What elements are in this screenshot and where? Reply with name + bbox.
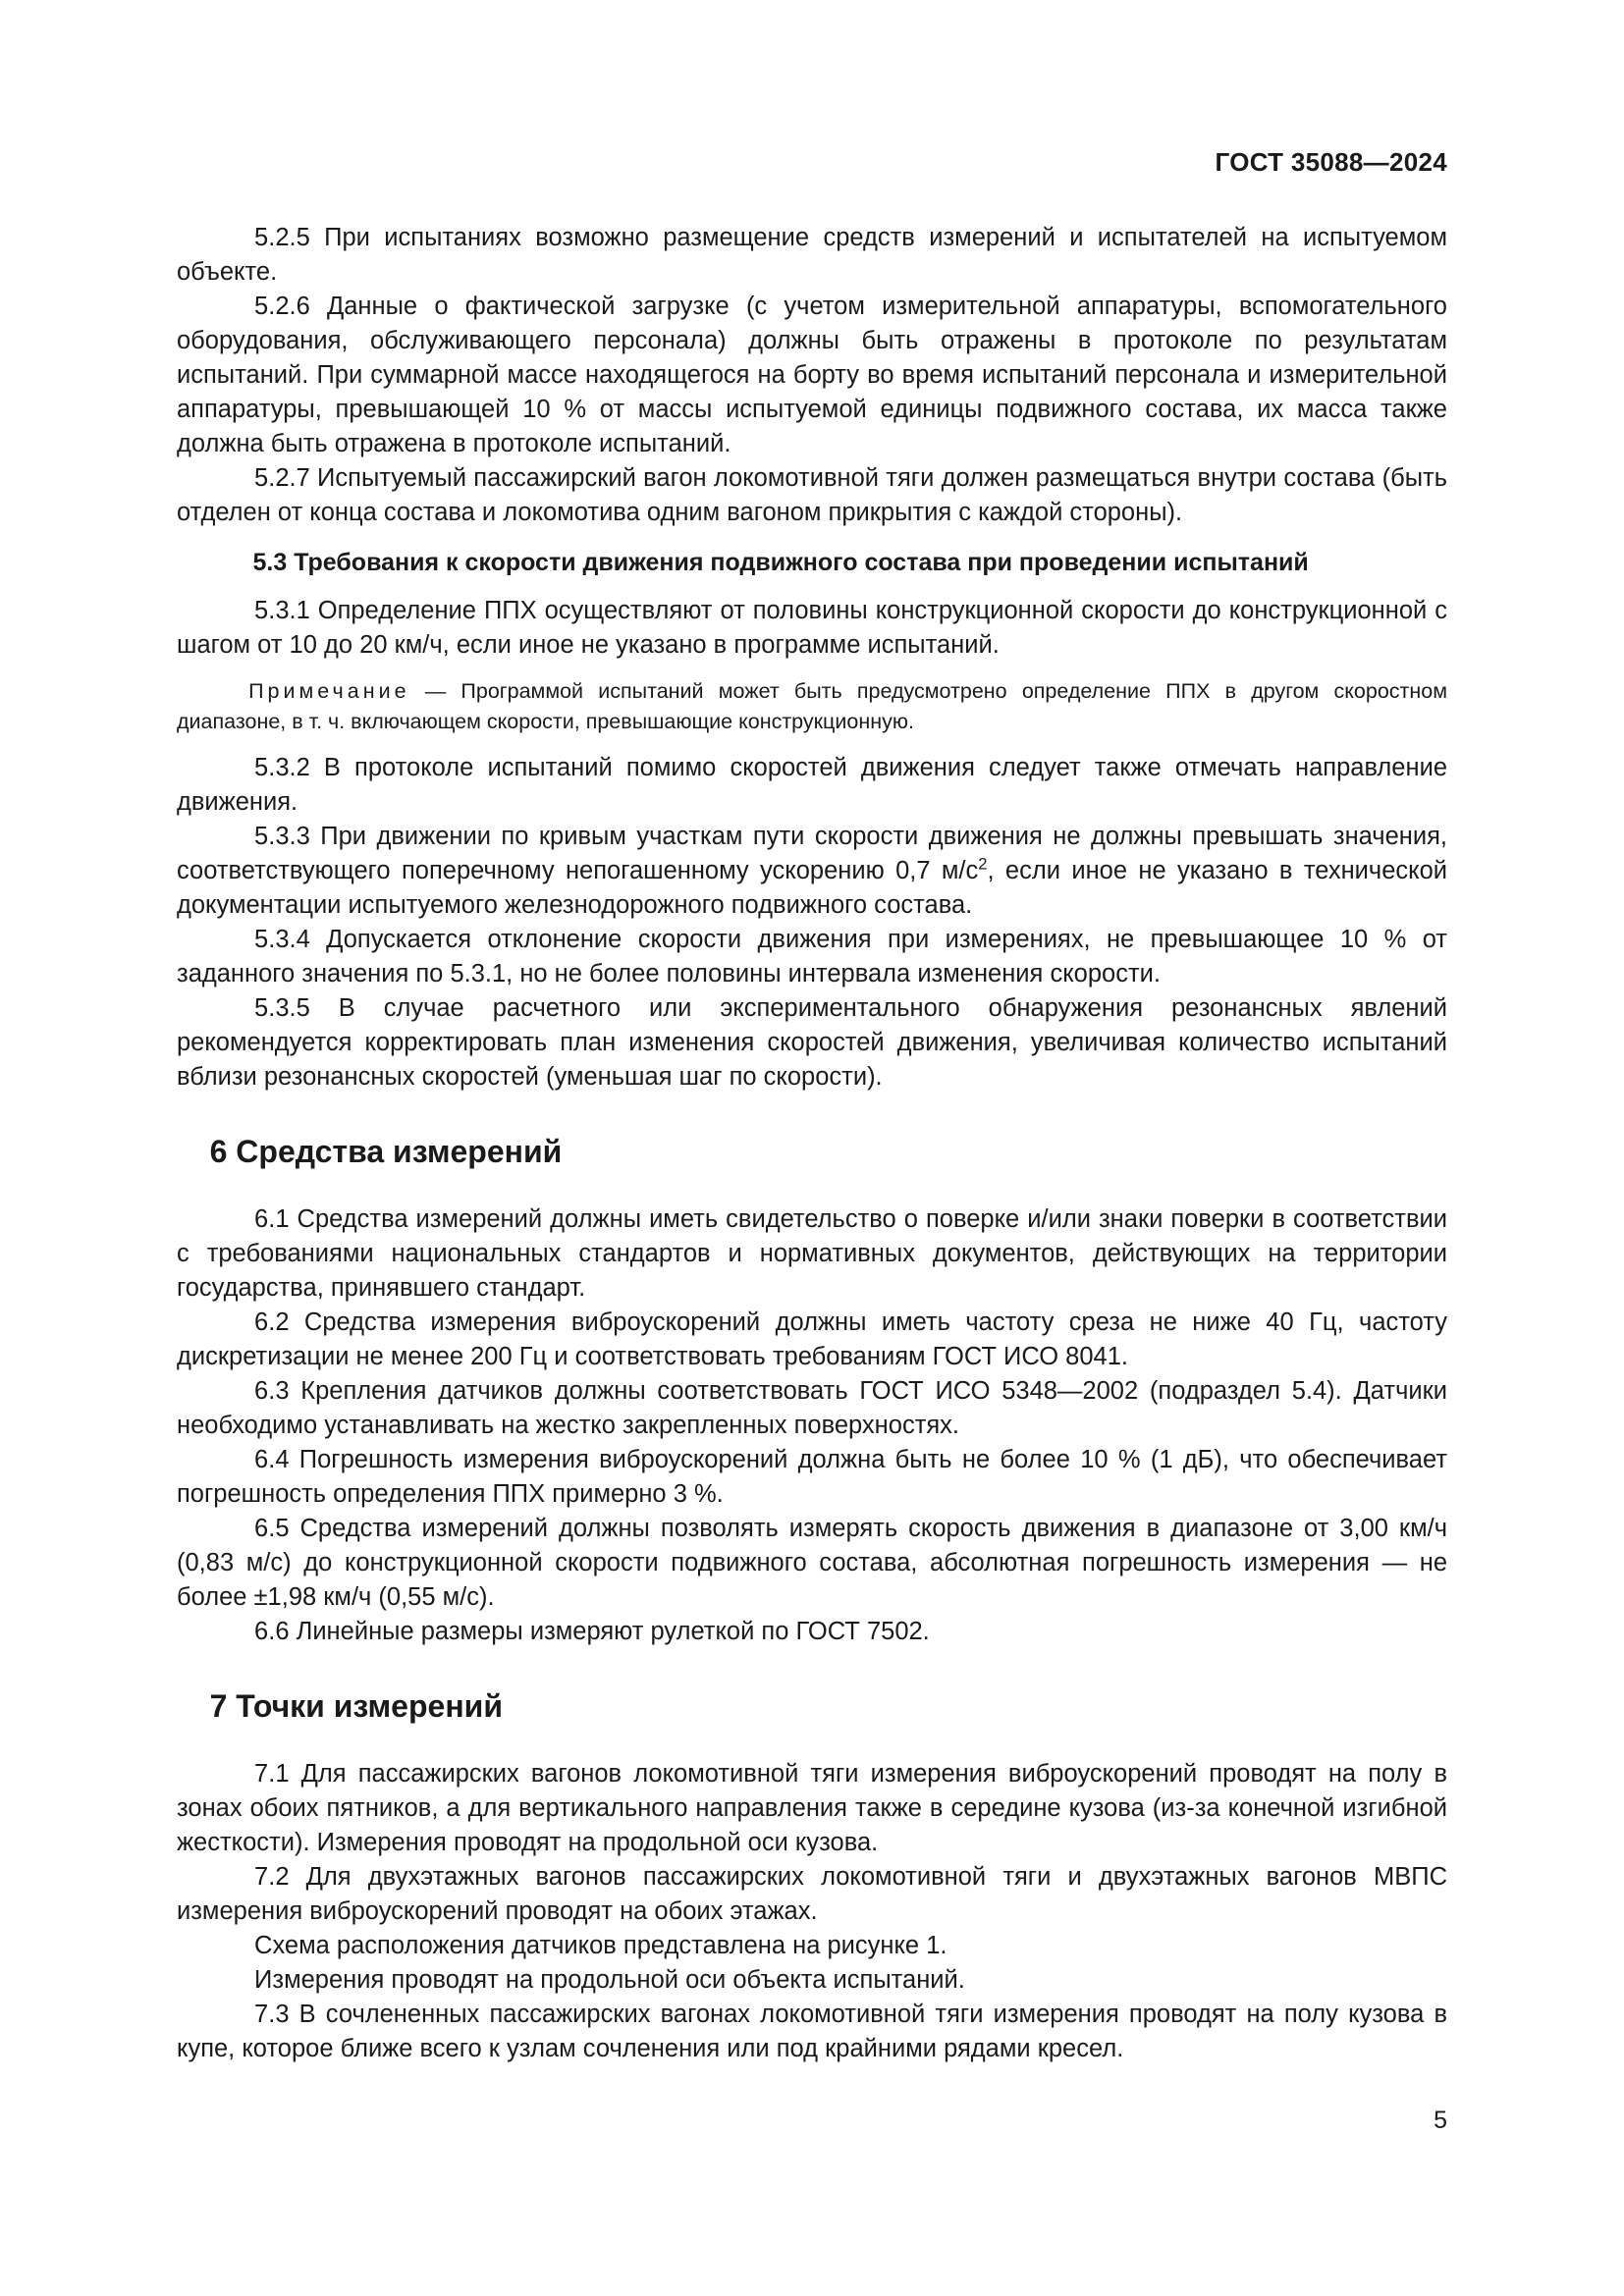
- superscript-two: 2: [978, 854, 988, 874]
- document-code: ГОСТ 35088—2024: [1215, 147, 1447, 177]
- paragraph-6-5: 6.5 Средства измерений должны позволять измерять скорость движения в диапазоне от 3,00 км/ч (0,83 м/с) до конструкционной скорости подвижного состава, абсолютная погрешность измерения — не более ±1,98 км/ч (0,55 м/с).: [177, 1515, 1447, 1611]
- subsection-heading-5-3: 5.3 Требования к скорости движения подвижного состава при проведении испытаний: [252, 549, 1309, 576]
- paragraph-5-3-2: 5.3.2 В протоколе испытаний помимо скоростей движения следует также отмечать направление движения.: [177, 754, 1447, 816]
- paragraph-7-3: 7.3 В сочлененных пассажирских вагонах локомотивной тяги измерения проводят на полу кузова в купе, которое ближе всего к узлам сочленения или под крайними рядами кресел.: [177, 2001, 1447, 2062]
- paragraph-7-2: 7.2 Для двухэтажных вагонов пассажирских локомотивной тяги и двухэтажных вагонов МВПС измерения виброускорений проводят на обоих этажах.: [177, 1863, 1447, 1925]
- paragraph-7-2-figure-ref: Схема расположения датчиков представлена на рисунке 1.: [254, 1932, 947, 1959]
- paragraph-5-3-5: 5.3.5 В случае расчетного или экспериментального обнаружения резонансных явлений рекомендуется корректировать план изменения скоростей движения, увеличивая количество испытаний вблизи резонансных скоростей (уменьшая шаг по скорости).: [177, 994, 1447, 1091]
- paragraph-5-3-3-part-a: 5.3.3 При движении по кривым участкам пути скорости движения не должны превышать значения, соответствующего поперечному непогашенному ускорению 0,7 м/с: [177, 823, 1447, 884]
- paragraph-5-3-1: 5.3.1 Определение ППХ осуществляют от половины конструкционной скорости до конструкционной с шагом от 10 до 20 км/ч, если иное не указано в программе испытаний.: [177, 597, 1447, 659]
- section-heading-7: 7 Точки измерений: [209, 1688, 503, 1724]
- note-label: Примечание: [248, 679, 410, 703]
- paragraph-6-1: 6.1 Средства измерений должны иметь свидетельство о поверке и/или знаки поверки в соответствии с требованиями национальных стандартов и нормативных документов, действующих на территории государства, принявшего стандарт.: [177, 1205, 1447, 1302]
- note-text: — Программой испытаний может быть предусмотрено определение ППХ в другом скоростном диапазоне, в т. ч. включающем скорости, превышающие конструкционную.: [177, 679, 1447, 733]
- paragraph-7-1: 7.1 Для пассажирских вагонов локомотивной тяги измерения виброускорений проводят на полу в зонах обоих пятников, а для вертикального направления также в середине кузова (из-за конечной изгибной жесткости). Измерения проводят на продольной оси кузова.: [177, 1760, 1447, 1856]
- page-number: 5: [1434, 2107, 1447, 2134]
- paragraph-6-4: 6.4 Погрешность измерения виброускорений должна быть не более 10 % (1 дБ), что обеспечивает погрешность определения ППХ примерно 3 %.: [177, 1446, 1447, 1508]
- paragraph-5-3-3: [177, 820, 1447, 923]
- paragraph-5-2-6: 5.2.6 Данные о фактической загрузке (с учетом измерительной аппаратуры, вспомогательного оборудования, обслуживающего персонала) должны быть отражены в протоколе по результатам испытаний. При суммарной массе находящегося на борту во время испытаний персонала и измерительной аппаратуры, превышающей 10 % от массы испытуемой единицы подвижного состава, их масса также должна быть отражена в протоколе испытаний.: [177, 293, 1447, 457]
- paragraph-5-2-5: 5.2.5 При испытаниях возможно размещение средств измерений и испытателей на испытуемом объекте.: [177, 224, 1447, 286]
- paragraph-5-3-4: 5.3.4 Допускается отклонение скорости движения при измерениях, не превышающее 10 % от заданного значения по 5.3.1, но не более половины интервала изменения скорости.: [177, 926, 1447, 988]
- paragraph-6-3: 6.3 Крепления датчиков должны соответствовать ГОСТ ИСО 5348—2002 (подраздел 5.4). Датчики необходимо устанавливать на жестко закрепленных поверхностях.: [177, 1377, 1447, 1439]
- section-heading-6: 6 Средства измерений: [209, 1134, 563, 1169]
- paragraph-5-3-3-part-b: , если иное не указано в технической документации испытуемого железнодорожного подвижного состава.: [177, 857, 1447, 919]
- document-body: [177, 221, 1447, 2066]
- paragraph-6-2: 6.2 Средства измерения виброускорений должны иметь частоту среза не ниже 40 Гц, частоту дискретизации не менее 200 Гц и соответствовать требованиям ГОСТ ИСО 8041.: [177, 1308, 1447, 1370]
- paragraph-6-6: 6.6 Линейные размеры измеряют рулеткой по ГОСТ 7502.: [254, 1618, 930, 1645]
- paragraph-5-2-7: 5.2.7 Испытуемый пассажирский вагон локомотивной тяги должен размещаться внутри состава (быть отделен от конца состава и локомотива одним вагоном прикрытия с каждой стороны).: [177, 464, 1447, 526]
- paragraph-7-2-axis: Измерения проводят на продольной оси объекта испытаний.: [254, 1966, 965, 1994]
- note: [177, 676, 1447, 737]
